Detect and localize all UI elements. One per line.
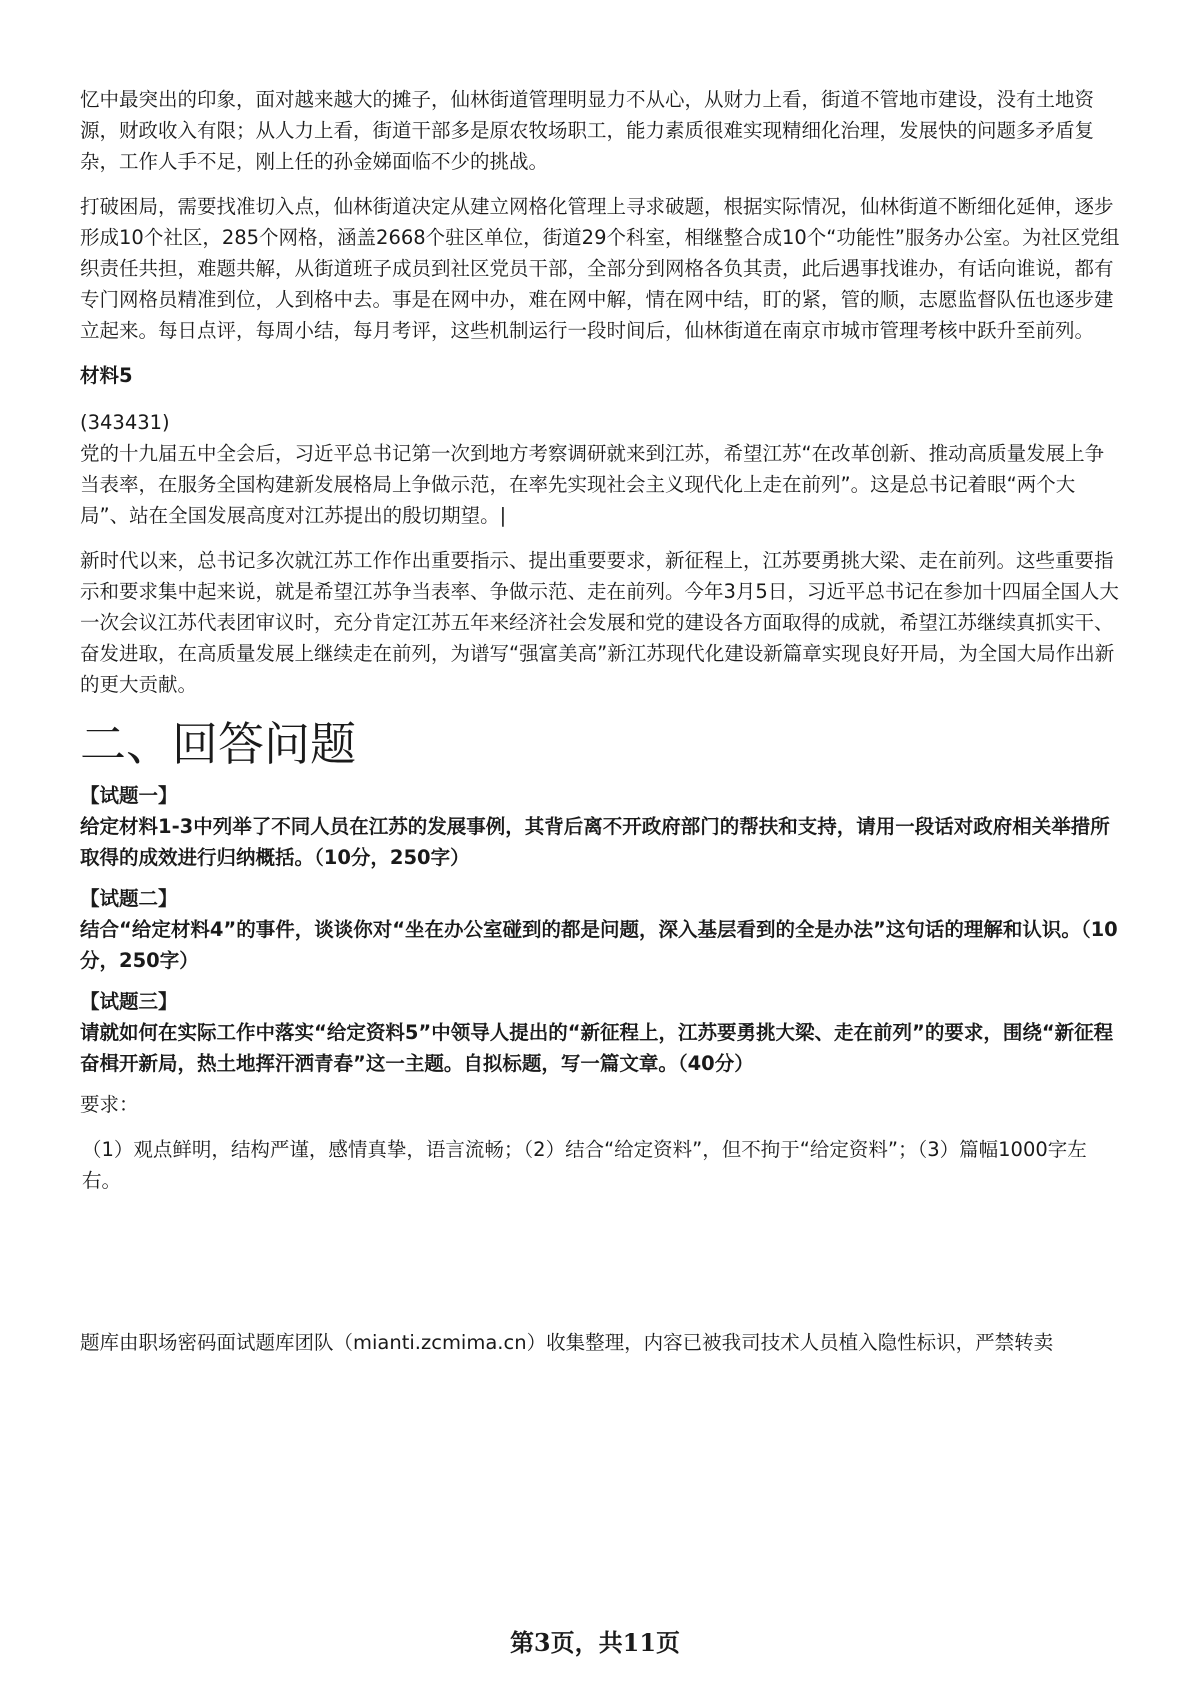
paragraph-grid-management: 打破困局，需要找准切入点，仙林街道决定从建立网格化管理上寻求破题，根据实际情况，仙林街道不断细化延伸，逐步形成10个社区，285个网格，涵盖2668个驻区单位，街道29个科室，相继整合成10个“功能性”服务办公室。为社区党组织责任共担，难题共解，从街道班子成员到社区党员干部，全部分到网格各负其责，此后遇事找谁办，有话向谁说，都有专门网格员精准到位，人到格中去。事是在网中办，难在网中解，情在网中结，盯的紧，管的顺，志愿监督队伍也逐步建立起来。每日点评，每周小结，每月考评，这些机制运行一段时间后，仙林街道在南京市城市管理考核中跃升至前列。 bbox=[80, 195, 1120, 342]
question-1-text: 给定材料1-3中列举了不同人员在江苏的发展事例，其背后离不开政府部门的帮扶和支持，请用一段话对政府相关举措所取得的成效进行归纳概括。（10分，250字） bbox=[80, 815, 1110, 869]
question-2-text: 结合“给定材料4”的事件，谈谈你对“坐在办公室碰到的都是问题，深入基层看到的全是办法”这句话的理解和认识。（10分，250字） bbox=[80, 918, 1118, 972]
section-heading-answer-questions: 二、回答问题 bbox=[80, 717, 356, 771]
question-1-label: 【试题一】 bbox=[80, 784, 178, 807]
material-5-title: 材料5 bbox=[80, 364, 133, 387]
requirements-label: 要求： bbox=[80, 1093, 139, 1116]
question-3-text: 请就如何在实际工作中落实“给定资料5”中领导人提出的“新征程上，江苏要勇挑大梁、走在前列”的要求，围绕“新征程奋楫开新局，热土地挥汗洒青春”这一主题。自拟标题，写一篇文章。（40分） bbox=[80, 1021, 1114, 1075]
material-5-code: (343431) bbox=[80, 411, 170, 434]
paragraph-intro-end: 忆中最突出的印象，面对越来越大的摊子，仙林街道管理明显力不从心，从财力上看，街道不管地市建设，没有土地资源，财政收入有限；从人力上看，街道干部多是原农牧场职工，能力素质很难实现精细化治理，发展快的问题多矛盾复杂，工作人手不足，刚上任的孙金娣面临不少的挑战。 bbox=[80, 88, 1095, 173]
question-2-label: 【试题二】 bbox=[80, 887, 178, 910]
material-5-paragraph-1: 党的十九届五中全会后，习近平总书记第一次到地方考察调研就来到江苏，希望江苏“在改革创新、推动高质量发展上争当表率，在服务全国构建新发展格局上争做示范，在率先实现社会主义现代化上走在前列”。这是总书记着眼“两个大局”、站在全国发展高度对江苏提出的殷切期望。| bbox=[80, 442, 1105, 527]
requirements-text: （1）观点鲜明，结构严谨，感情真挚，语言流畅；（2）结合“给定资料”，但不拘于“给定资料”；（3）篇幅1000字左右。 bbox=[82, 1138, 1087, 1192]
question-3-label: 【试题三】 bbox=[80, 990, 178, 1013]
page-number: 第3页，共11页 bbox=[509, 1628, 681, 1657]
material-5-paragraph-2: 新时代以来，总书记多次就江苏工作作出重要指示、提出重要要求，新征程上，江苏要勇挑大梁、走在前列。这些重要指示和要求集中起来说，就是希望江苏争当表率、争做示范、走在前列。今年3月5日，习近平总书记在参加十四届全国人大一次会议江苏代表团审议时，充分肯定江苏五年来经济社会发展和党的建设各方面取得的成就，希望江苏继续真抓实干、奋发进取，在高质量发展上继续走在前列，为谱写“强富美高”新江苏现代化建设新篇章实现良好开局，为全国大局作出新的更大贡献。 bbox=[80, 549, 1119, 696]
copyright-note: 题库由职场密码面试题库团队（mianti.zcmima.cn）收集整理，内容已被我司技术人员植入隐性标识，严禁转卖 bbox=[80, 1331, 1054, 1354]
document-body bbox=[80, 84, 1120, 1196]
